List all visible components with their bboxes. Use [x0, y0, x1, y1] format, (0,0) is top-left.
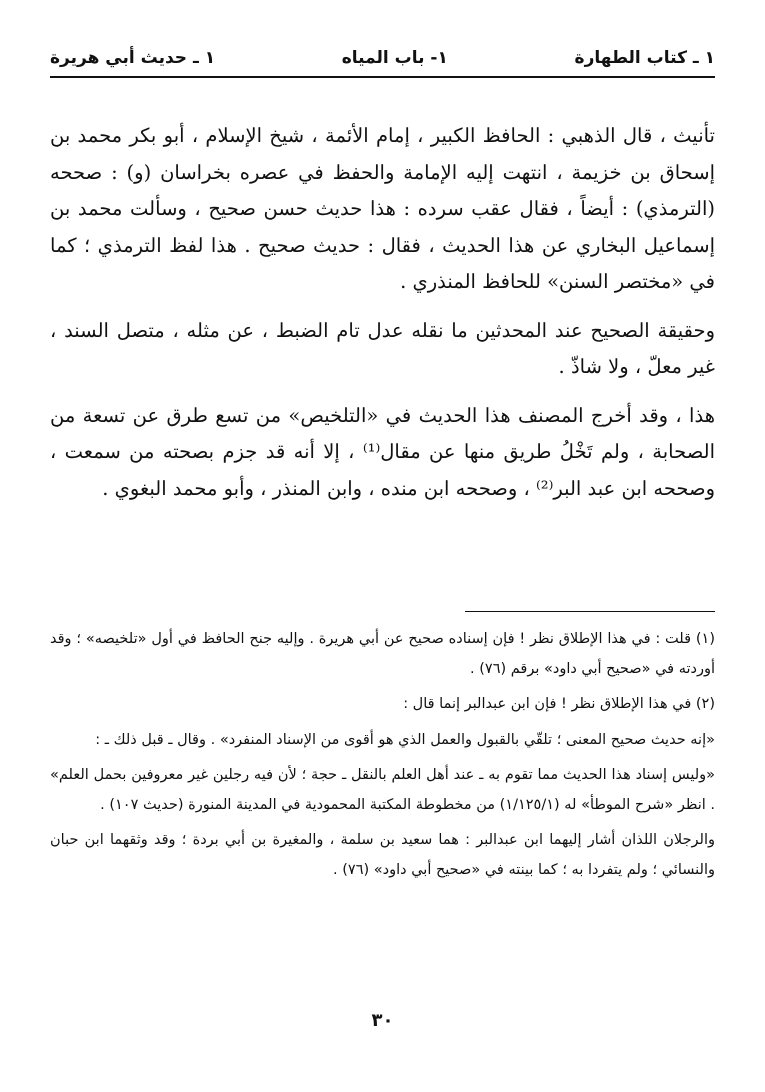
paragraph-3: هذا ، وقد أخرج المصنف هذا الحديث في «التلخيص» من تسع طرق عن تسعة من الصحابة ، ولم تَخْلُ طريق منها عن مقال⁽¹⁾ ، إلا أنه قد جزم بصحته من سمعت ، وصححه ابن عبد البر⁽²⁾ ، وصححه ابن منده ، وابن المنذر ، وأبو محمد البغوي . — [50, 403, 715, 500]
header-chapter-title: ١- باب المياه — [341, 48, 448, 68]
footnote-2-note: والرجلان اللذان أشار إليهما ابن عبدالبر : هما سعيد بن سلمة ، والمغيرة بن أبي بردة ؛ وقد وثقهما ابن حبان والنسائي ؛ ولم يتفردا به ؛ كما بينته في «صحيح أبي داود» (٧٦) . — [50, 832, 715, 878]
main-text — [50, 118, 715, 519]
header-hadith-title: ١ ـ حديث أبي هريرة — [50, 48, 216, 68]
footnote-2-quote-1: «إنه حديث صحيح المعنى ؛ تلقّي بالقبول والعمل الذي هو أقوى من الإسناد المنفرد» . وقال ـ قبل ذلك ـ : — [95, 731, 715, 748]
footnote-2: (٢) في هذا الإطلاق نظر ! فإن ابن عبدالبر إنما قال : — [403, 696, 715, 712]
paragraph-1: تأنيث ، قال الذهبي : الحافظ الكبير ، إمام الأئمة ، شيخ الإسلام ، أبو بكر محمد بن إسحاق بن خزيمة ، انتهت إليه الإمامة والحفظ في عصره بخراسان (و) : صححه (الترمذي) : أيضاً ، فقال عقب سرده : هذا حديث حسن صحيح ، وسألت محمد بن إسماعيل البخاري عن هذا الحديث ، فقال : حديث صحيح . هذا لفظ الترمذي ؛ كما في «مختصر السنن» للحافظ المنذري . — [50, 124, 715, 293]
page-number: ٣٠ — [371, 1010, 394, 1031]
footnote-2-quote-2: «وليس إسناد هذا الحديث مما تقوم به ـ عند أهل العلم بالنقل ـ حجة ؛ لأن فيه رجلين غير معروفين بحمل العلم» . انظر «شرح الموطأ» له (١/١٢٥/١) من مخطوطة المكتبة المحمودية في المدينة المنورة (حديث ١٠٧) . — [50, 767, 715, 813]
paragraph-2: وحقيقة الصحيح عند المحدثين ما نقله عدل تام الضبط ، عن مثله ، متصل السند ، غير معلّ ، ولا شاذّ . — [50, 318, 715, 378]
footnotes — [50, 625, 715, 891]
footnote-1: (١) قلت : في هذا الإطلاق نظر ! فإن إسناده صحيح عن أبي هريرة . وإليه جنح الحافظ في أول «تلخيصه» ؛ وقد أوردته في «صحيح أبي داود» برقم (٧٦) . — [50, 631, 715, 677]
header-book-title: ١ ـ كتاب الطهارة — [574, 48, 715, 68]
footnote-divider — [465, 611, 715, 612]
running-header — [50, 40, 715, 78]
